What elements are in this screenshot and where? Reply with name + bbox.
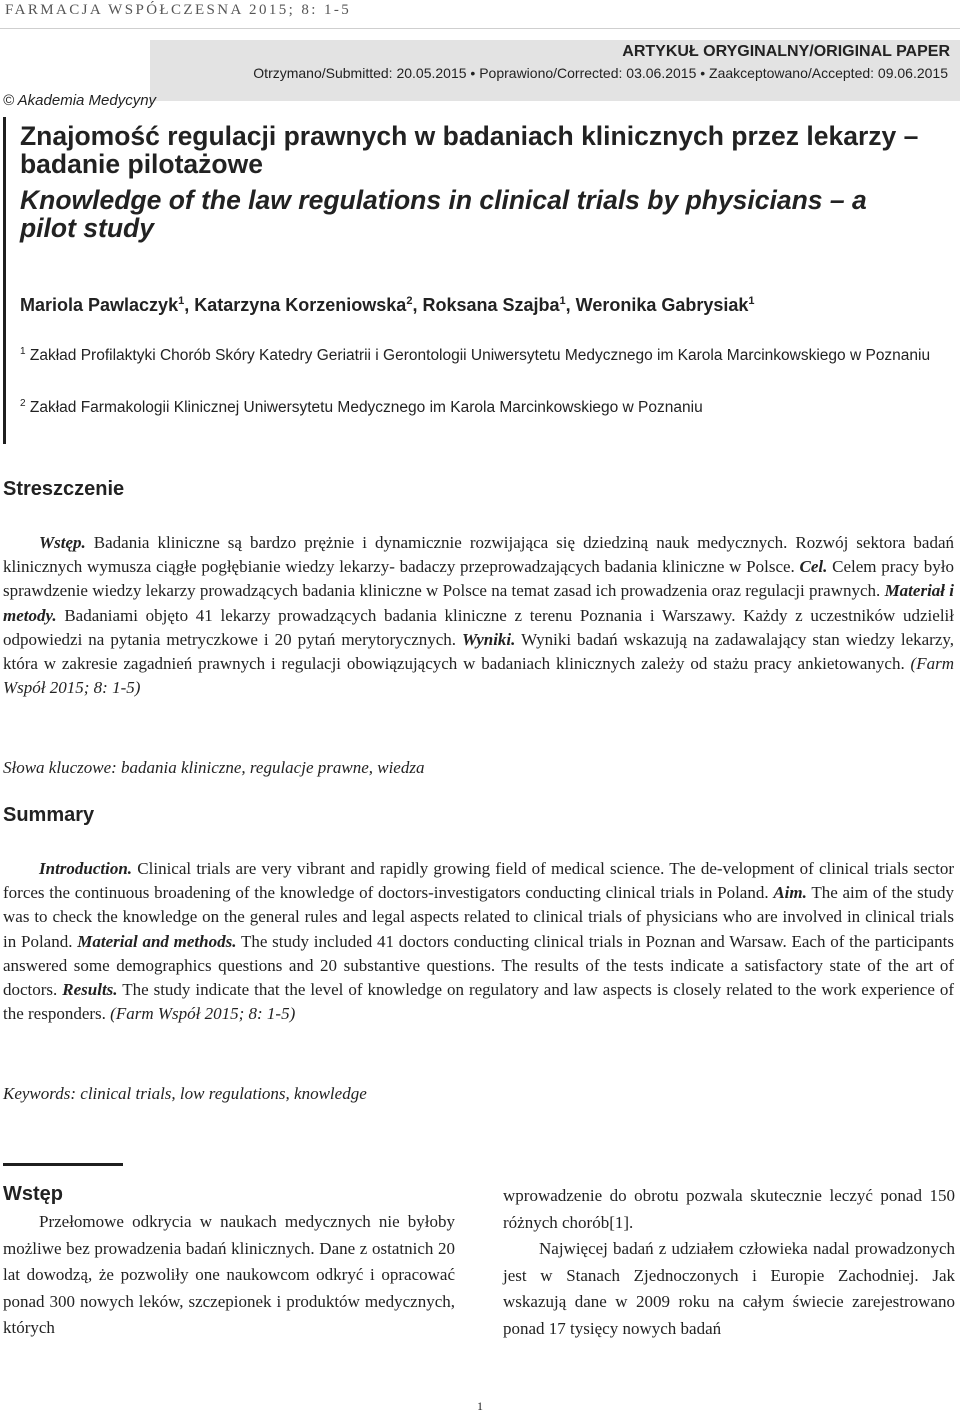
- section-heading-streszczenie: Streszczenie: [3, 478, 125, 500]
- affiliation: $^2$ Zakład Farmakologii Klinicznej Uniwersytetu Medycznego im Karola Marcinkowskiego w Poznaniu: [20, 398, 703, 417]
- author-list: [20, 288, 920, 318]
- journal-header: FARMACJA WSPÓŁCZESNA 2015; 8: 1-5: [5, 2, 352, 18]
- author: Mariola Pawlaczyk$^1$,: [20, 295, 195, 315]
- keywords-english: Keywords: clinical trials, low regulations, knowledge: [3, 1084, 367, 1103]
- copyright-notice: © Akademia Medycyny: [3, 92, 157, 109]
- page-number: 1: [477, 1399, 483, 1413]
- keywords-polish: Słowa kluczowe: badania kliniczne, regulacje prawne, wiedza: [3, 758, 425, 777]
- abstract-english: Introduction. Clinical trials are very vibrant and rapidly growing field of medical science. The de-velopment of clinical trials sector forces the continuous broadening of the knowledge of doctors-investigators conducting clinical trials in Poland. Aim. The aim of the study was to check the knowledge on the general rules and legal aspects related to clinical trials of physicians who are involved in clinical trials in Poland. Material and methods. The study included 41 doctors conducting clinical trials in Poznan and Warsaw. Each of the participants answered some demographics questions and 20 substantive questions. The results of the tests indicate a satisfactory state of the art of doctors. Results. The study indicate that the level of knowledge on regulatory and law aspects is closely related to the work experience of the responders. (Farm Współ 2015; 8: 1-5): [3, 859, 955, 1024]
- article-type: ARTYKUŁ ORYGINALNY/ORIGINAL PAPER: [622, 43, 950, 60]
- author: Roksana Szajba$^1$,: [422, 295, 576, 315]
- body-paragraph: wprowadzenie do obrotu pozwala skutecznie leczyć ponad 150 różnych chorób[1].: [503, 1186, 955, 1232]
- title-block-rule: [3, 117, 6, 444]
- submission-dates: Otrzymano/Submitted: 20.05.2015 • Poprawiono/Corrected: 03.06.2015 • Zaakceptowano/Accepted: 09.06.2015: [253, 65, 948, 81]
- header-rule: [0, 28, 960, 29]
- body-paragraph: Przełomowe odkrycia w naukach medycznych nie byłoby możliwe bez prowadzenia badań klinicznych. Dane z ostatnich 20 lat dowodzą, że pozwoliły one naukowcom odkryć i opracować ponad 300 nowych leków, szczepionek i produktów medycznych, których: [3, 1212, 455, 1338]
- author: Weronika Gabrysiak$^1$: [575, 295, 755, 315]
- title-polish: Znajomość regulacji prawnych w badaniach klinicznych przez lekarzy – badanie pilotażowe: [20, 121, 919, 179]
- author: Katarzyna Korzeniowska$^2$,: [194, 295, 423, 315]
- section-rule: [3, 1163, 123, 1166]
- section-heading-summary: Summary: [3, 804, 95, 826]
- body-paragraph: Najwięcej badań z udziałem człowieka nadal prowadzonych jest w Stanach Zjednoczonych i Europie Zachodniej. Jak wskazują dane w 2009 roku na całym świecie zarejestrowano ponad 17 tysięcy nowych badań: [503, 1239, 955, 1338]
- section-heading-wstep: Wstęp: [3, 1183, 63, 1205]
- affiliation: $^1$ Zakład Profilaktyki Chorób Skóry Katedry Geriatrii i Gerontologii Uniwersytetu Medycznego im Karola Marcinkowskiego w Poznaniu: [20, 346, 931, 365]
- title-english: Knowledge of the law regulations in clinical trials by physicians – a pilot study: [20, 185, 867, 243]
- abstract-polish: Wstęp. Badania kliniczne są bardzo prężnie i dynamicznie rozwijająca się dziedziną nauk medycznych. Rozwój sektora badań klinicznych wymusza ciągłe pogłębianie wiedzy lekarzy- badaczy przeprowadzających badania kliniczne w Polsce. Cel. Celem pracy było sprawdzenie wiedzy lekarzy prowadzących badania kliniczne w Polsce na temat zasad ich prowadzenia oraz regulacji prawnych. Materiał i metody. Badaniami objęto 41 lekarzy prowadzących badania kliniczne z terenu Poznania i Warszawy. Każdy z uczestników udzielił odpowiedzi na pytania metryczkowe i 20 pytań merytorycznych. Wyniki. Wyniki badań wskazują na zadawalający stan wiedzy lekarzy, która w zakresie zagadnień prawnych i regulacji obowiązujących w badaniach klinicznych zależy od stażu pracy ankietowanych. (Farm Współ 2015; 8: 1-5): [3, 533, 955, 698]
